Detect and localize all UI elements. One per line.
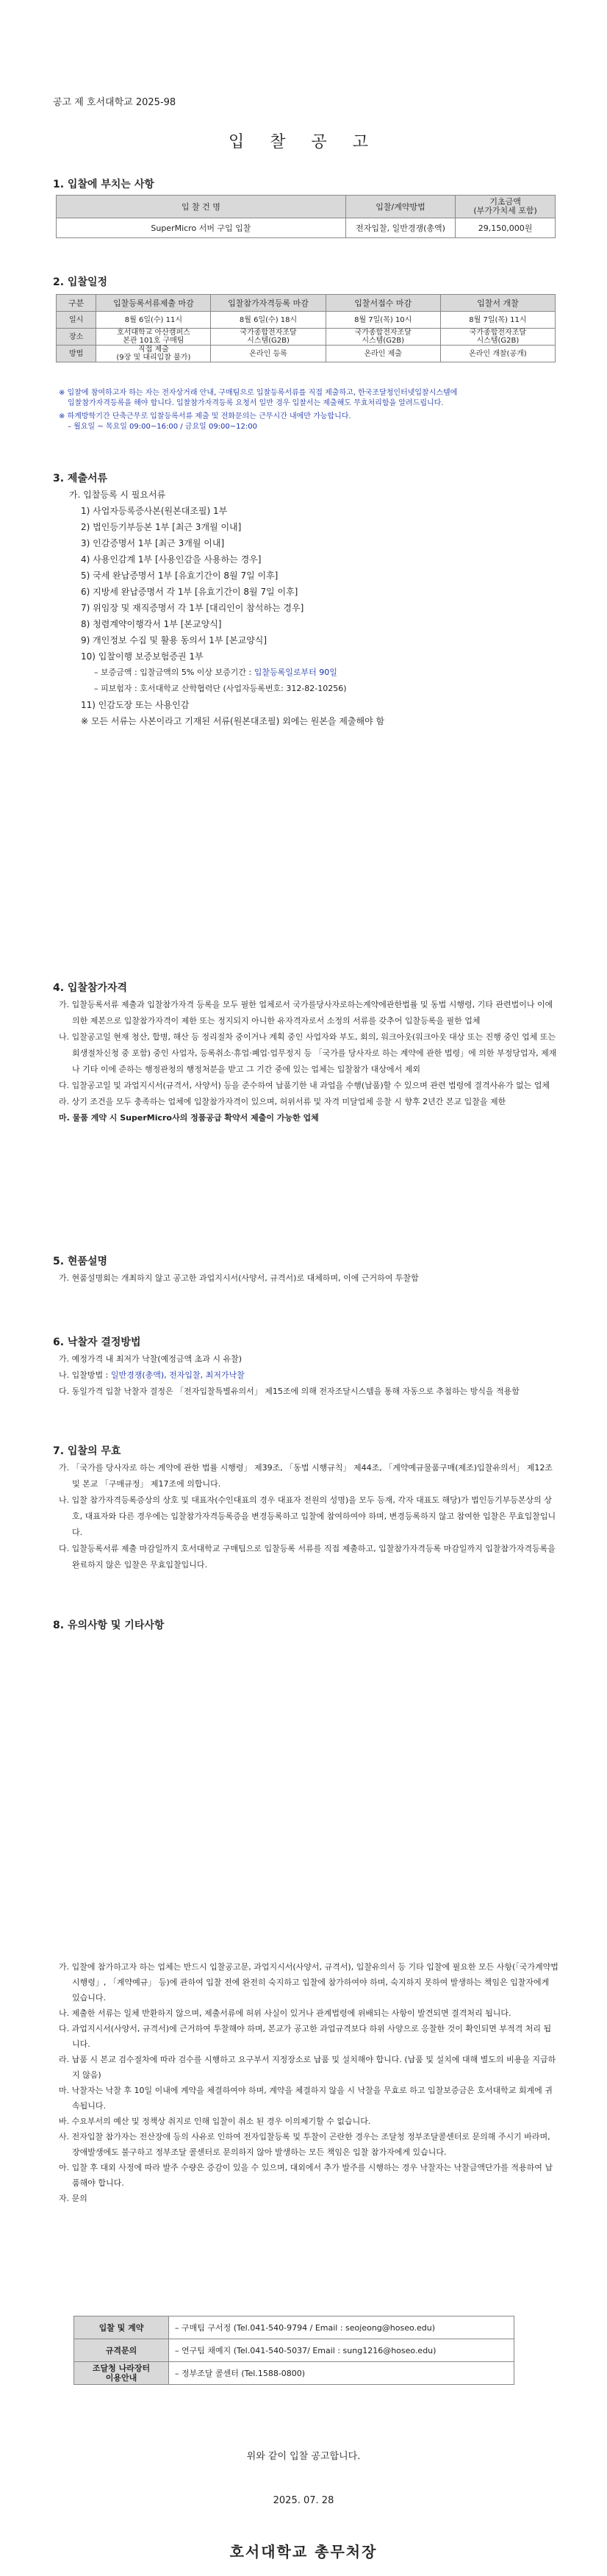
section-5-body [59,1270,558,1287]
bid-items-table [56,195,556,238]
schedule-notes [59,388,457,432]
header-base-price: 기초금액 (부가가치세 포함) [456,196,556,218]
note: ※ 모든 서류는 사본이라고 기재된 서류(원본대조필) 외에는 원본을 제출해야 함 [81,716,385,726]
paragraph: 사. 전자입찰 참가자는 전산장애 등의 사유로 인하여 전자입찰등록 및 투찰이 곤란한 경우는 조달청 정부조달콜센터로 문의해 주시기 바라며, 장애발생에도 불구하고 정부조달 콜센터로 문의하지 않아 발생하는 모든 책임은 입찰 참가자에게 있습니다. [59,2132,550,2157]
contact-value: – 구매팀 구서정 (Tel.041-540-9794 / Email : seojeong@hoseo.edu) [169,2316,514,2339]
bond-insured: – 피보험자 : 호서대학교 산학협력단 (사업자등록번호: 312-82-10256) [94,684,347,693]
notice-date: 2025. 07. 28 [273,2495,334,2506]
contact-value: – 정부조달 콜센터 (Tel.1588-0800) [169,2362,514,2385]
section-4-heading: 4. 입찰참가자격 [53,982,128,994]
table-cell: 온라인 제출 [326,346,440,362]
list-item: 6) 지방세 완납증명서 각 1부 [유효기간이 8월 7일 이후] [81,587,298,597]
section-7-body [59,1460,558,1573]
section-2-heading: 2. 입찰일정 [53,276,108,288]
paragraph: 마. 낙찰자는 낙찰 후 10일 이내에 계약을 체결하여야 하며, 계약을 체결하지 않을 시 낙찰을 무효로 하고 입찰보증금은 호서대학교 회계에 귀속됩니다. [59,2086,553,2111]
list-item: 10) 입찰이행 보증보험증권 1부 [81,651,204,662]
paragraph: 나. 입찰 참가자격등록증상의 상호 및 대표자(수인대표의 경우 대표자 전원의 성명)을 모두 등재, 각자 대표도 해당)가 법인등기부등본상의 상호, 대표자와 다른 경우에는 입찰참가자격등록증을 변경등록하고 입찰에 참여하여야 하며, 변경등록하지 않고 참여한 입찰은 무효입찰입니다. [59,1495,556,1537]
table-row [57,312,556,329]
signature: 호서대학교 총무처장 [229,2543,378,2561]
paragraph: 가. 「국가를 당사자로 하는 계약에 관한 법률 시행령」 제39조, 「동법 시행규칙」 제44조, 「계약예규물품구매(제조)입찰유의서」 제12조 및 본교 「구매규정」 제17조에 의합니다. [59,1463,553,1489]
paragraph: 나. 제출한 서류는 일체 반환하지 않으며, 제출서류에 허위 사실이 있거나 관계법령에 위배되는 사항이 발견되면 결격처리 됩니다. [59,2008,511,2018]
section-7-heading: 7. 입찰의 무효 [53,1445,121,1457]
schedule-note: – 월요일 ~ 목요일 09:00~16:00 / 금요일 09:00~12:00 [68,423,257,431]
table-row [74,2362,514,2385]
paragraph: 마. 물품 계약 시 SuperMicro사의 정품공급 확약서 제출이 가능한 업체 [59,1113,319,1123]
table-cell: 8월 6일(수) 18시 [211,312,326,329]
header-registration-deadline: 입찰참가자격등록 마감 [211,295,326,312]
list-item: 1) 사업자등록증사본(원본대조필) 1부 [81,506,228,516]
header-doc-deadline: 입찰등록서류제출 마감 [96,295,211,312]
paragraph: 라. 납품 시 본교 검수절차에 따라 검수를 시행하고 요구부서 지정장소로 납품 및 설치해야 합니다. (납품 및 설치에 대해 별도의 비용을 지급하지 않음) [59,2055,556,2080]
bond-amount-text: – 보증금액 : 입찰금액의 5% 이상 보증기간 : [94,668,254,677]
table-row [57,329,556,346]
paragraph [59,1367,558,1384]
table-cell: 온라인 등록 [211,346,326,362]
item-method: 전자입찰, 일반경쟁(총액) [345,218,455,238]
doc-number: 공고 제 호서대학교 2025-98 [53,97,176,108]
list-item: 9) 개인정보 수집 및 활용 동의서 1부 [본교양식] [81,635,267,645]
table-cell: 8월 6일(수) 11시 [96,312,211,329]
header-opening: 입찰서 개찰 [440,295,555,312]
bond-period: 입찰등록일로부터 90일 [254,668,337,677]
row-label: 장소 [57,329,96,346]
list-item: 8) 청렴계약이행각서 1부 [본교양식] [81,619,222,629]
table-cell: 8월 7일(목) 11시 [440,312,555,329]
paragraph: 다. 과업지시서(사양서, 규격서)에 근거하여 투찰해야 하며, 본교가 공고한 과업규격보다 하위 사양으로 응찰한 것이 확인되면 부적격 처리 됩니다. [59,2024,552,2049]
contact-label: 입찰 및 계약 [74,2316,169,2339]
list-item: 7) 위임장 및 재직증명서 각 1부 [대리인이 참석하는 경우] [81,603,304,613]
section-6-body [59,1351,558,1400]
method-label: 나. 입찰방법 : [59,1370,111,1380]
section-4-body [59,997,558,1126]
schedule-table [56,294,556,362]
header-method: 입찰/계약방법 [345,196,455,218]
section-8-body [59,1959,558,2206]
paragraph: 가. 입찰에 참가하고자 하는 업체는 반드시 입찰공고문, 과업지시서(사양서, 규격서), 입찰유의서 등 기타 입찰에 필요한 모든 사항(「국가계약법시행령」, 「계약예규」 등)에 관하여 입찰 전에 완전히 숙지하고 입찰에 참가하여야 하며, 숙지하지 못하여 발생하는 책임은 입찰자에게 있습니다. [59,1962,558,2003]
schedule-note: 입찰참가자격등록을 해야 합니다. 입찰참가자격등록 요청서 일반 경우 입찰서는 제출해도 무효처리함을 알려드립니다. [68,399,444,407]
section-3-heading: 3. 제출서류 [53,473,108,484]
paragraph: 라. 상기 조건을 모두 충족하는 업체에 입찰참가자격이 있으며, 허위서류 및 자격 미달업체 응찰 시 향후 2년간 본교 입찰을 제한 [59,1097,506,1106]
paragraph: 바. 수요부서의 예산 및 정책상 취지로 인해 입찰이 취소 된 경우 이의제기할 수 없습니다. [59,2117,371,2126]
list-item: 3) 인감증명서 1부 [최근 3개월 이내] [81,538,225,548]
paragraph: 가. 입찰등록서류 제출과 입찰참가자격 등록을 모두 필한 업체로서 국가를당사자로하는계약에관한법률 및 동법 시행령, 기타 관련법이나 이에 의한 제본으로 입찰참가자격이 제한 또는 정지되지 아니한 유자격자로서 소정의 서류를 갖추어 입찰등록을 필한 업체 [59,1000,553,1026]
closing-text: 위와 같이 입찰 공고합니다. [246,2451,361,2462]
paragraph: 자. 문의 [59,2194,87,2203]
header-item-name: 입 찰 건 명 [57,196,346,218]
table-cell: 국가종합전자조달 시스템(G2B) [440,329,555,346]
item-name: SuperMicro 서버 구입 입찰 [57,218,346,238]
list-item: 5) 국세 완납증명서 1부 [유효기간이 8월 7일 이후] [81,570,279,581]
table-cell: 8월 7일(목) 10시 [326,312,440,329]
contact-table [73,2316,514,2385]
page-title: 입 찰 공 고 [229,133,378,151]
table-cell: 직접 제출 (9장 및 대리입찰 불가) [96,346,211,362]
section-5-heading: 5. 현품설명 [53,1256,108,1267]
table-row [74,2316,514,2339]
paragraph: 아. 입찰 후 대외 사정에 따라 발주 수량은 증감이 있을 수 있으며, 대외에서 추가 발주를 시행하는 경우 낙찰자는 낙찰금액단가를 적용하여 납품해야 합니다. [59,2163,553,2188]
schedule-note: ※ 입찰에 참여하고자 하는 자는 전자상거래 안내, 구매팀으로 입찰등록서류를 직접 제출하고, 한국조달청인터넷입찰시스템에 [59,389,458,397]
table-row [57,346,556,362]
header-category: 구분 [57,295,96,312]
paragraph: 가. 현품설명회는 개최하지 않고 공고한 과업지시서(사양서, 규격서)로 대체하며, 이에 근거하여 투찰함 [59,1273,419,1283]
row-label: 일시 [57,312,96,329]
contact-label: 규격문의 [74,2339,169,2362]
section-8-heading: 8. 유의사항 및 기타사항 [53,1620,165,1631]
section-1-heading: 1. 입찰에 부치는 사항 [53,179,154,190]
paragraph: 다. 입찰등록서류 제출 마감일까지 호서대학교 구매팀으로 입찰등록 서류를 직접 제출하고, 입찰참가자격등록 마감일까지 입찰참가자격등록을 완료하지 않은 입찰은 무효입찰입니다. [59,1544,556,1570]
paragraph: 나. 입찰공고일 현재 청산, 합병, 해산 등 정리절차 중이거나 계획 중인 사업자와 부도, 회의, 워크아웃(워크아웃 대상 또는 진행 중인 업체 또는 회생절차신청 중 포함) 중인 사업자, 등록취소·휴업·폐업·업무정지 등 「국가를 당사자로 하는 계약에 관한 법령」에 의한 부정당업자, 제재나 기타 이에 준하는 행정관청의 행정처분을 받고 그 기간 중에 있는 업체는 입찰참가 대상에서 제외 [59,1032,557,1074]
method-value: 일반경쟁(총액), 전자입찰, 최저가낙찰 [110,1370,245,1380]
table-cell: 국가종합전자조달 시스템(G2B) [211,329,326,346]
paragraph: 가. 예정가격 내 최저가 낙찰(예정금액 초과 시 유찰) [59,1354,243,1364]
list-item: 11) 인감도장 또는 사용인감 [81,700,190,710]
list-item: 2) 법인등기부등본 1부 [최근 3개월 이내] [81,522,242,532]
paragraph: 다. 동일가격 입찰 낙찰자 결정은 「전자입찰특별유의서」 제15조에 의해 전자조달시스템을 통해 자동으로 추첨하는 방식을 적용함 [59,1387,520,1396]
schedule-note: ※ 하계방학기간 단축근무로 입찰등록서류 제출 및 전화문의는 근무시간 내에만 가능합니다. [59,412,351,421]
contact-label: 조달청 나라장터 이용안내 [74,2362,169,2385]
section-3-body [59,487,558,729]
row-label: 방법 [57,346,96,362]
table-cell: 호서대학교 아산캠퍼스 본관 101호 구매팀 [96,329,211,346]
contact-value: – 연구팀 채예지 (Tel.041-540-5037/ Email : sung1216@hoseo.edu) [169,2339,514,2362]
table-row [74,2339,514,2362]
header-bid-deadline: 입찰서접수 마감 [326,295,440,312]
section-6-heading: 6. 낙찰자 결정방법 [53,1337,141,1348]
bond-amount [59,665,558,681]
table-row [57,218,556,238]
table-cell: 온라인 개찰(공개) [440,346,555,362]
list-item: 4) 사용인감계 1부 [사용인감을 사용하는 경우] [81,554,262,565]
subheading: 가. 입찰등록 시 필요서류 [69,490,166,500]
item-base-price: 29,150,000원 [456,218,556,238]
paragraph: 다. 입찰공고일 및 과업지시서(규격서, 사양서) 등을 준수하여 납품기한 내 과업을 수행(납품)할 수 있으며 관련 법령에 결격사유가 없는 업체 [59,1081,550,1090]
table-cell: 국가종합전자조달 시스템(G2B) [326,329,440,346]
